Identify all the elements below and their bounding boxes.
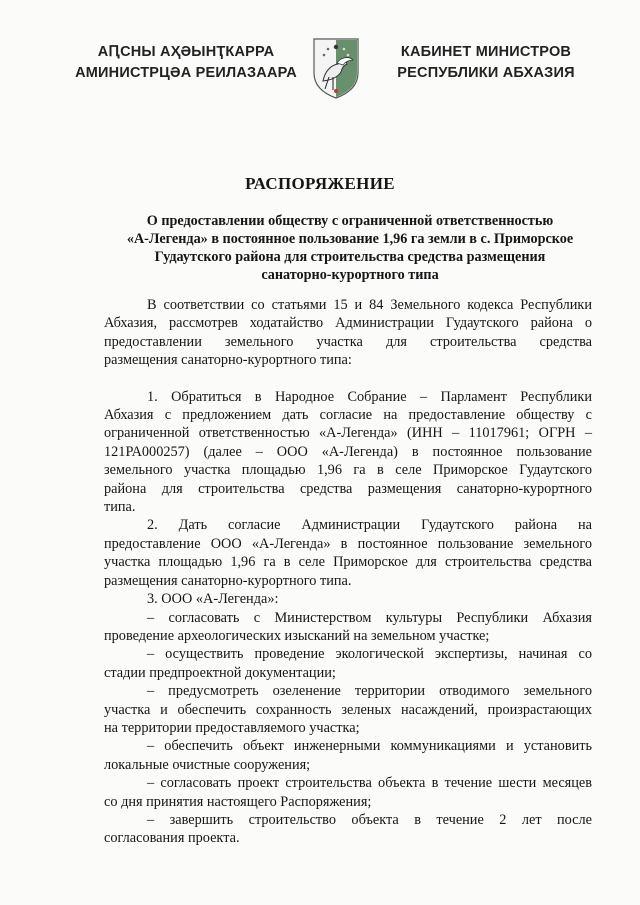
text-line: 121РА000257) (далее – ООО «А-Легенда) в постоянное пользование bbox=[104, 443, 592, 460]
text-line: 3. ООО «А-Легенда»: bbox=[147, 591, 279, 608]
subject-line: О предоставлении обществу с ограниченной ответственностью bbox=[146, 213, 554, 229]
text-line: участка и обеспечить сохранность зеленых насаждений, произрастающих bbox=[104, 701, 592, 718]
text-line: размещения санаторно-курортного типа. bbox=[104, 572, 352, 589]
text-line: со дня принятия настоящего Распоряжения; bbox=[104, 793, 372, 810]
text-line: предоставление ООО «А-Легенда» в постоянное пользование земельного bbox=[104, 535, 592, 552]
coat-of-arms-icon bbox=[311, 37, 361, 99]
text-line: согласования проекта. bbox=[104, 830, 240, 847]
text-line: размещения санаторно-курортного типа: bbox=[104, 352, 352, 369]
item-2-paragraph bbox=[104, 516, 592, 590]
item-3-clause bbox=[104, 645, 592, 682]
preamble-paragraph bbox=[104, 296, 592, 370]
header-russian bbox=[384, 42, 588, 84]
subject-line: «А-Легенда» в постоянное пользование 1,96 га земли в с. Приморское bbox=[126, 231, 574, 247]
text-line: локальные очистные сооружения; bbox=[104, 756, 311, 773]
text-line: предоставлении земельного участка для строительства средства bbox=[104, 333, 592, 350]
text-line: – согласовать с Министерством культуры Республики Абхазия bbox=[147, 609, 592, 626]
text-line: района для строительства средства размещения санаторно-курортного bbox=[104, 480, 592, 497]
document-body bbox=[104, 296, 592, 848]
header-russian-line-2: РЕСПУБЛИКИ АБХАЗИЯ bbox=[397, 65, 575, 81]
document-title: РАСПОРЯЖЕНИЕ bbox=[245, 174, 395, 193]
header-abkhaz-line-2: АМИНИСТРЦӘА РЕИЛАЗААРА bbox=[75, 65, 297, 81]
item-3-clause bbox=[104, 682, 592, 737]
text-line: В соответствии со статьями 15 и 84 Земельного кодекса Республики bbox=[147, 297, 592, 313]
text-line: стадии предпроектной документации; bbox=[104, 664, 336, 681]
item-3-heading bbox=[104, 590, 592, 608]
header-russian-line-1: КАБИНЕТ МИНИСТРОВ bbox=[400, 44, 572, 60]
text-line: – завершить строительство объекта в течение 2 лет после bbox=[147, 811, 592, 828]
document-subject bbox=[100, 212, 600, 284]
text-line: на территории предоставляемого участка; bbox=[104, 719, 360, 736]
item-3-clause bbox=[104, 609, 592, 646]
header-abkhaz-line-1: АԤСНЫ АҲӘЫНҬКАРРА bbox=[97, 44, 275, 60]
text-line: ограниченной ответственностью «А-Легенда» (ИНН – 11017961; ОГРН – bbox=[104, 425, 592, 442]
text-line: Абхазия с предложением дать согласие на предоставление обществу с bbox=[104, 407, 592, 424]
item-3-clause bbox=[104, 774, 592, 811]
text-line: 2. Дать согласие Администрации Гудаутского района на bbox=[147, 517, 592, 534]
header-abkhaz bbox=[72, 42, 300, 84]
text-line: – согласовать проект строительства объекта в течение шести месяцев bbox=[147, 775, 592, 792]
item-1-paragraph bbox=[104, 388, 592, 517]
item-3-clause bbox=[104, 811, 592, 848]
text-line: 1. Обратиться в Народное Собрание – Парламент Республики bbox=[147, 388, 592, 405]
subject-line: санаторно-курортного типа bbox=[261, 267, 439, 283]
text-line: проведение археологических изысканий на земельном участке; bbox=[104, 627, 490, 644]
text-line: – обеспечить объект инженерными коммуникациями и установить bbox=[147, 738, 592, 755]
item-3-clause bbox=[104, 737, 592, 774]
text-line: – осуществить проведение экологической экспертизы, начиная со bbox=[147, 646, 592, 663]
text-line: участка площадью 1,96 га в селе Приморское для строительства средства bbox=[104, 554, 592, 571]
subject-line: Гудаутского района для строительства средства размещения bbox=[154, 249, 546, 265]
text-line: типа. bbox=[104, 499, 136, 516]
text-line: земельного участка площадью 1,96 га в селе Приморское Гудаутского bbox=[104, 462, 592, 479]
text-line: Абхазия, рассмотрев ходатайство Администрации Гудаутского района о bbox=[104, 315, 592, 332]
text-line: – предусмотреть озеленение территории отводимого земельного bbox=[147, 683, 592, 700]
